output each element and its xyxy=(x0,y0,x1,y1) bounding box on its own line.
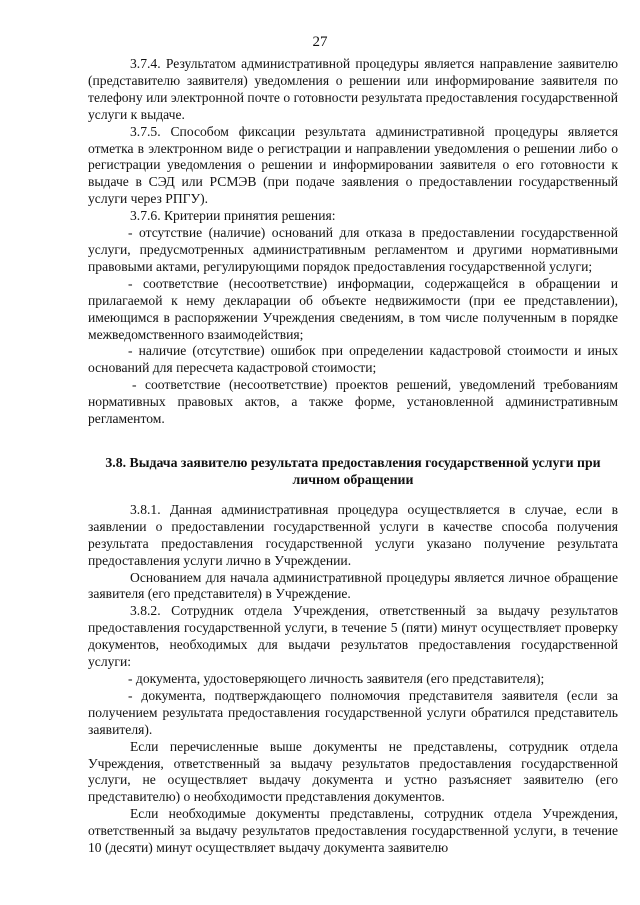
paragraph-3-7-6: 3.7.6. Критерии принятия решения: xyxy=(130,208,336,224)
paragraph-3-7-5: 3.7.5. Способом фиксации результата административной процедуры является отметка в электронном виде о регистрации и направлении уведомления о решении либо о регистрации уведомления о решении и информировании заявителя о его готовности к выдаче в СЭД или РСМЭВ (при подаче заявления о предоставлении государственный услуги через РПГУ). xyxy=(88,123,618,207)
section-heading-3-8: 3.8. Выдача заявителю результата предоставления государственной услуги при личном обращении xyxy=(105,454,601,487)
paragraph-presented: Если необходимые документы представлены, сотрудник отдела Учреждения, ответственный за выдачу результатов предоставления государственной услуги, в течение 10 (десяти) минут осуществляет выдачу документа заявителю xyxy=(88,806,618,856)
criteria-item-4: - соответствие (несоответствие) проектов решений, уведомлений требованиям нормативных правовых актов, а также форме, установленной административным регламентом. xyxy=(88,377,618,427)
paragraph-3-8-2: 3.8.2. Сотрудник отдела Учреждения, ответственный за выдачу результатов предоставления государственной услуги, в течение 5 (пяти) минут осуществляет проверку документов, необходимых для выдачи результатов предоставления государственной услуги: xyxy=(88,603,618,670)
paragraph-3-8-1: 3.8.1. Данная административная процедура осуществляется в случае, если в заявлении о предоставлении государственной услуги в качестве способа получения результата предоставления государственной услуги указано получение результата предоставления услуги лично в Учреждении. xyxy=(88,501,618,568)
paragraph-basis: Основанием для начала административной процедуры является личное обращение заявителя (его представителя) в Учреждение. xyxy=(88,569,618,602)
paragraph-not-presented: Если перечисленные выше документы не представлены, сотрудник отдела Учреждения, ответственный за выдачу результатов предоставления государственной услуги, не осуществляет выдачу документа и устно разъясняет заявителю (его представителю) о необходимости представления документов. xyxy=(88,738,618,805)
criteria-item-2: - соответствие (несоответствие) информации, содержащейся в обращении и прилагаемой к нему декларации об объекте недвижимости (при ее представлении), имеющимся в распоряжении Учреждения сведениям, в том числе полученным в порядке межведомственного взаимодействия; xyxy=(88,275,618,342)
criteria-item-3: - наличие (отсутствие) ошибок при определении кадастровой стоимости и иных оснований для пересчета кадастровой стоимости; xyxy=(88,343,618,376)
criteria-item-1: - отсутствие (наличие) оснований для отказа в предоставлении государственной услуги, предусмотренных административным регламентом и другими нормативными правовыми актами, регулирующими порядок предоставления государственной услуги; xyxy=(88,225,618,274)
document-body xyxy=(88,56,618,857)
document-item-2: - документа, подтверждающего полномочия представителя заявителя (если за получением результата предоставления государственной услуги обратился представитель заявителя). xyxy=(88,687,618,737)
paragraph-3-7-4: 3.7.4. Результатом административной процедуры является направление заявителю (представителю заявителя) уведомления о решении или информирование заявителя по телефону или электронной почте о готовности результата предоставления государственной услуги к выдаче. xyxy=(88,56,618,122)
page-number: 27 xyxy=(312,34,328,50)
document-item-1: - документа, удостоверяющего личность заявителя (его представителя); xyxy=(128,671,545,686)
